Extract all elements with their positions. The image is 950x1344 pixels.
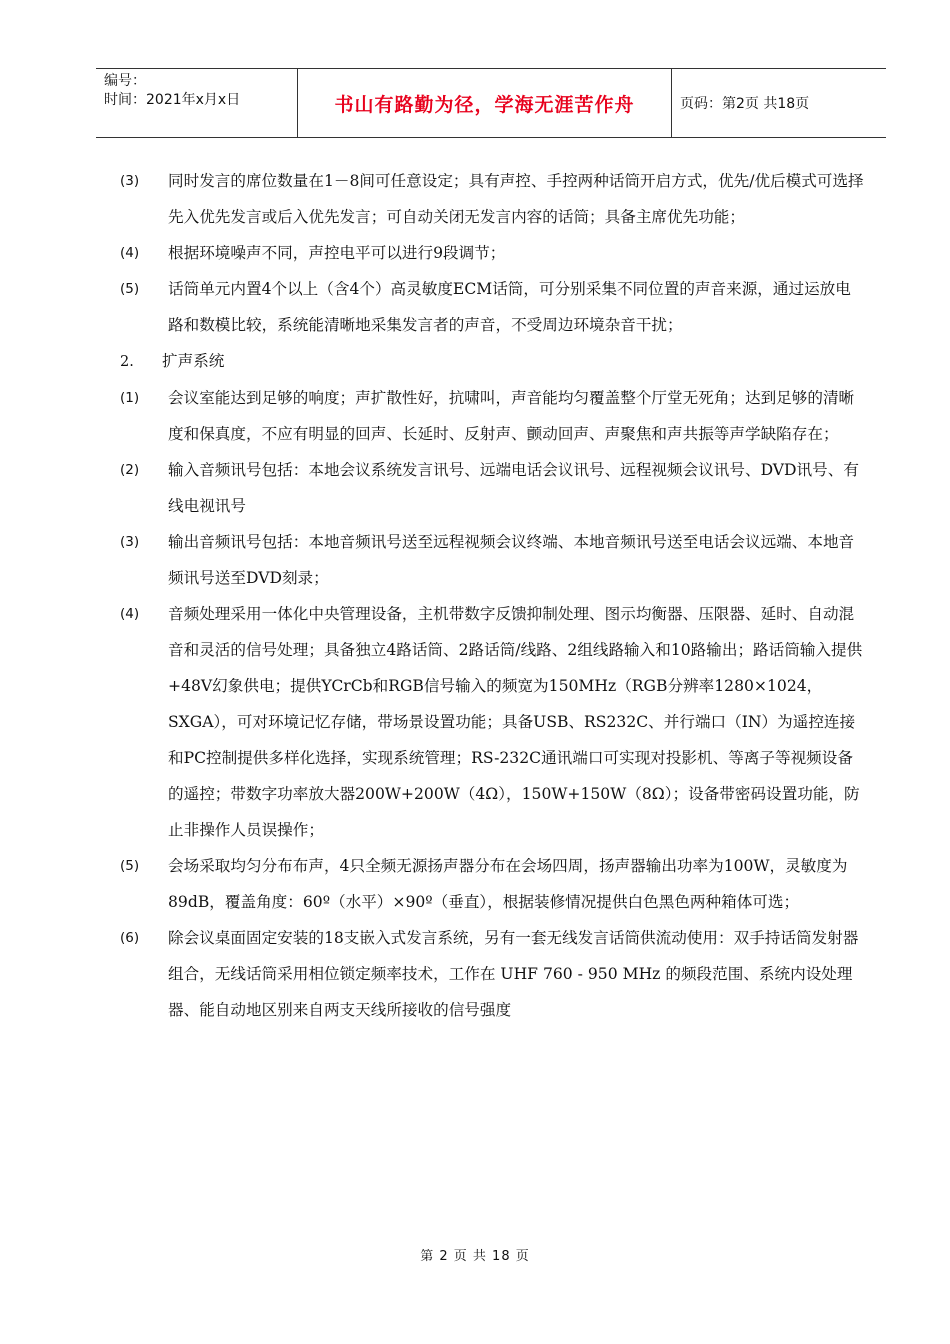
item-number: (3) <box>120 534 140 550</box>
page-footer: 第 2 页 共 18 页 <box>420 1249 530 1264</box>
item-number: (4) <box>120 245 140 261</box>
item-text: 同时发言的席位数量在1－8间可任意设定；具有声控、手控两种话筒开启方式，优先/优后模式可选择先入优先发言或后入优先发言；可自动关闭无发言内容的话筒；具备主席优先功能； <box>168 172 864 226</box>
list-item <box>120 524 865 596</box>
item-text: 会场采取均匀分布布声，4只全频无源扬声器分布在会场四周，扬声器输出功率为100W，灵敏度为89dB，覆盖角度：60º（水平）×90º（垂直），根据装修情况提供白色黑色两种箱体可选； <box>168 857 848 911</box>
item-number: (4) <box>120 606 140 622</box>
item-number: (2) <box>120 462 140 478</box>
item-text: 话筒单元内置4个以上（含4个）高灵敏度ECM话筒，可分别采集不同位置的声音来源，通过运放电路和数模比较，系统能清晰地采集发言者的声音，不受周边环境杂音干扰； <box>168 280 851 334</box>
document-number-label: 编号： <box>104 73 146 89</box>
item-number: (1) <box>120 390 140 406</box>
list-item <box>120 271 865 343</box>
list-item <box>120 380 865 452</box>
item-number: (5) <box>120 858 140 874</box>
list-item <box>120 596 865 848</box>
header-motto: 书山有路勤为径，学海无涯苦作舟 <box>298 69 672 137</box>
document-body <box>120 163 865 1028</box>
header-meta <box>96 69 298 137</box>
list-item <box>120 163 865 235</box>
item-number: (6) <box>120 930 140 946</box>
page-header <box>96 68 886 138</box>
item-text: 根据环境噪声不同，声控电平可以进行9段调节； <box>168 244 506 262</box>
item-text: 输出音频讯号包括：本地音频讯号送至远程视频会议终端、本地音频讯号送至电话会议远端、本地音频讯号送至DVD刻录； <box>168 533 855 587</box>
list-item <box>120 920 865 1028</box>
list-item <box>120 848 865 920</box>
header-page-info: 页码：第2页 共18页 <box>680 96 810 112</box>
document-time: 时间：2021年x月x日 <box>104 92 241 108</box>
list-item <box>120 452 865 524</box>
item-text: 除会议桌面固定安装的18支嵌入式发言系统，另有一套无线发言话筒供流动使用：双手持话筒发射器组合，无线话筒采用相位锁定频率技术，工作在 UHF 760 - 950 MHz 的频段范围、系统内设处理器、能自动地区别来自两支天线所接收的信号强度 <box>168 929 859 1019</box>
section-heading <box>120 343 865 380</box>
item-number: (5) <box>120 281 140 297</box>
item-number: (3) <box>120 173 140 189</box>
section-title: 扩声系统 <box>162 352 225 370</box>
item-text: 音频处理采用一体化中央管理设备，主机带数字反馈抑制处理、图示均衡器、压限器、延时、自动混音和灵活的信号处理；具备独立4路话筒、2路话筒/线路、2组线路输入和10路输出；路话筒输入提供+48V幻象供电；提供YCrCb和RGB信号输入的频宽为150MHz（RGB分辨率1280×1024，SXGA），可对环境记忆存储，带场景设置功能；具备USB、RS232C、并行端口（IN）为遥控连接和PC控制提供多样化选择，实现系统管理；RS-232C通讯端口可实现对投影机、等离子等视频设备的遥控；带数字功率放大器200W+200W（4Ω），150W+150W（8Ω）；设备带密码设置功能，防止非操作人员误操作； <box>168 605 863 839</box>
list-item <box>120 235 865 271</box>
item-text: 输入音频讯号包括：本地会议系统发言讯号、远端电话会议讯号、远程视频会议讯号、DVD讯号、有线电视讯号 <box>168 461 859 515</box>
section-number: 2. <box>120 354 134 370</box>
item-text: 会议室能达到足够的响度；声扩散性好，抗啸叫，声音能均匀覆盖整个厅堂无死角；达到足够的清晰度和保真度，不应有明显的回声、长延时、反射声、颤动回声、声聚焦和声共振等声学缺陷存在； <box>168 389 855 443</box>
